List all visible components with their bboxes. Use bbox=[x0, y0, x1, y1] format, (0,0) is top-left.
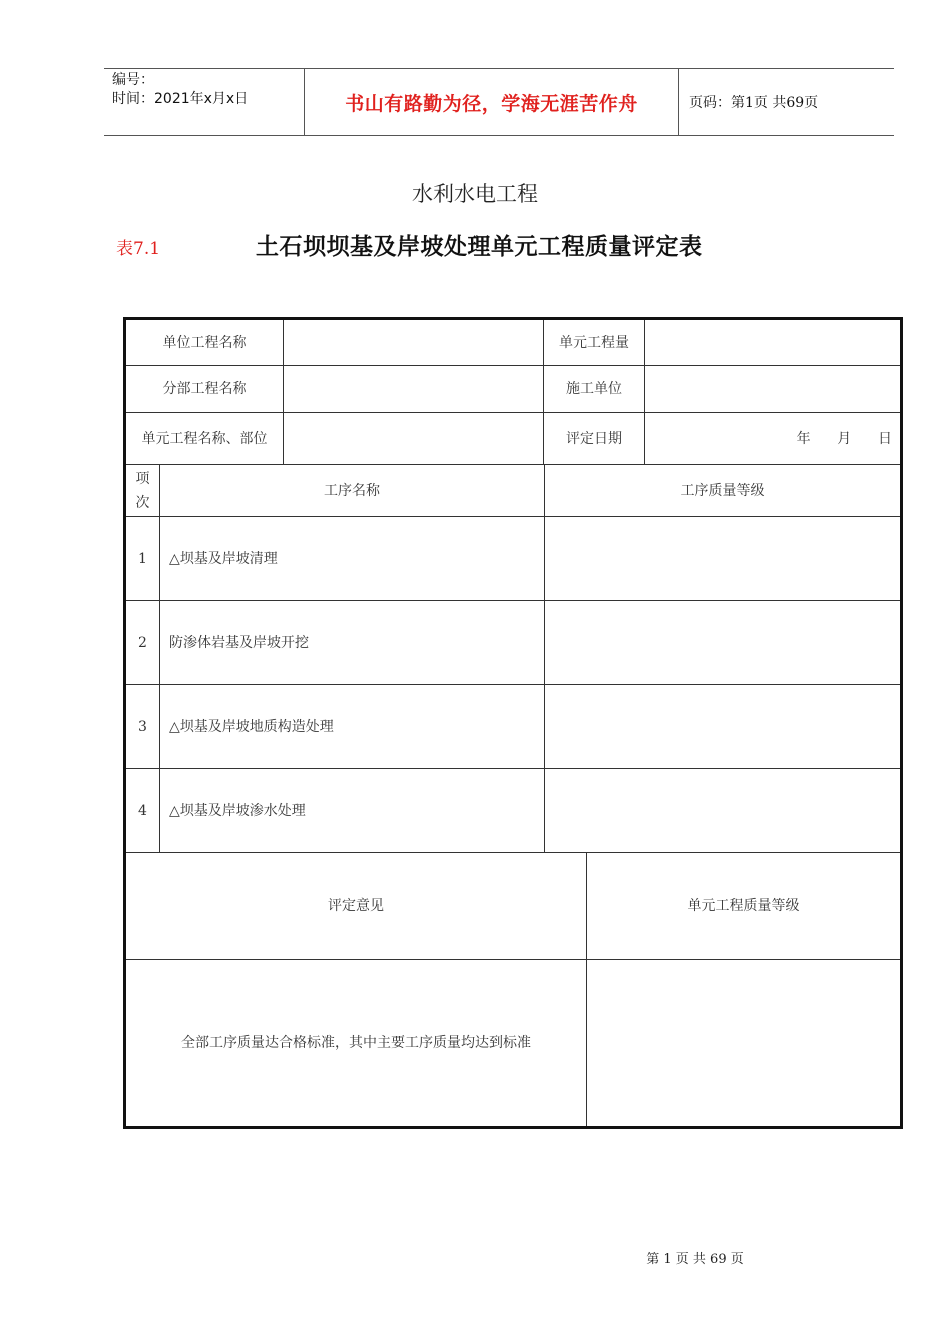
row-2-process-grade[interactable] bbox=[545, 601, 900, 685]
row-2-number: 2 bbox=[126, 601, 160, 685]
col-process-name-header: 工序名称 bbox=[160, 465, 545, 517]
row-1-number: 1 bbox=[126, 517, 160, 601]
col-process-grade-header: 工序质量等级 bbox=[545, 465, 900, 517]
document-title: 土石坝坝基及岸坡处理单元工程质量评定表 bbox=[256, 234, 703, 260]
row-2-process-name: 防渗体岩基及岸坡开挖 bbox=[160, 601, 545, 685]
evaluation-date-label: 评定日期 bbox=[544, 413, 645, 465]
col-item-header: 项次 bbox=[126, 465, 160, 517]
row-4-number: 4 bbox=[126, 769, 160, 853]
division-project-name-label: 分部工程名称 bbox=[126, 366, 284, 413]
row-4-process-grade[interactable] bbox=[545, 769, 900, 853]
page-footer: 第 1 页 共 69 页 bbox=[646, 1252, 744, 1267]
construction-unit-value[interactable] bbox=[645, 366, 900, 413]
header-page-info: 页码：第1页 共69页 bbox=[689, 95, 819, 111]
table-number-label: 表7.1 bbox=[116, 239, 161, 259]
construction-unit-label: 施工单位 bbox=[544, 366, 645, 413]
time-label: 时间：2021年x月x日 bbox=[112, 91, 249, 107]
row-3-process-grade[interactable] bbox=[545, 685, 900, 769]
evaluation-opinion-text: 全部工序质量达合格标准，其中主要工序质量均达到标准 bbox=[126, 960, 587, 1126]
document-subtitle: 水利水电工程 bbox=[412, 182, 538, 206]
serial-number-label: 编号： bbox=[112, 72, 154, 88]
evaluation-form bbox=[123, 317, 903, 1129]
unit-work-quantity-value[interactable] bbox=[645, 320, 900, 366]
row-1-process-grade[interactable] bbox=[545, 517, 900, 601]
header-motto: 书山有路勤为径，学海无涯苦作舟 bbox=[305, 69, 679, 135]
row-1-process-name: △坝基及岸坡清理 bbox=[160, 517, 545, 601]
header-meta bbox=[104, 69, 305, 135]
unit-quality-grade-header: 单元工程质量等级 bbox=[587, 853, 900, 960]
evaluation-opinion-header: 评定意见 bbox=[126, 853, 587, 960]
unit-quality-grade-value[interactable] bbox=[587, 960, 900, 1126]
unit-project-name-value[interactable] bbox=[284, 320, 544, 366]
unit-name-location-value[interactable] bbox=[284, 413, 544, 465]
unit-work-quantity-label: 单元工程量 bbox=[544, 320, 645, 366]
row-3-number: 3 bbox=[126, 685, 160, 769]
unit-name-location-label: 单元工程名称、部位 bbox=[126, 413, 284, 465]
division-project-name-value[interactable] bbox=[284, 366, 544, 413]
document-header bbox=[104, 68, 894, 136]
row-3-process-name: △坝基及岸坡地质构造处理 bbox=[160, 685, 545, 769]
unit-project-name-label: 单位工程名称 bbox=[126, 320, 284, 366]
evaluation-date-value[interactable]: 年 月 日 bbox=[645, 413, 900, 465]
row-4-process-name: △坝基及岸坡渗水处理 bbox=[160, 769, 545, 853]
